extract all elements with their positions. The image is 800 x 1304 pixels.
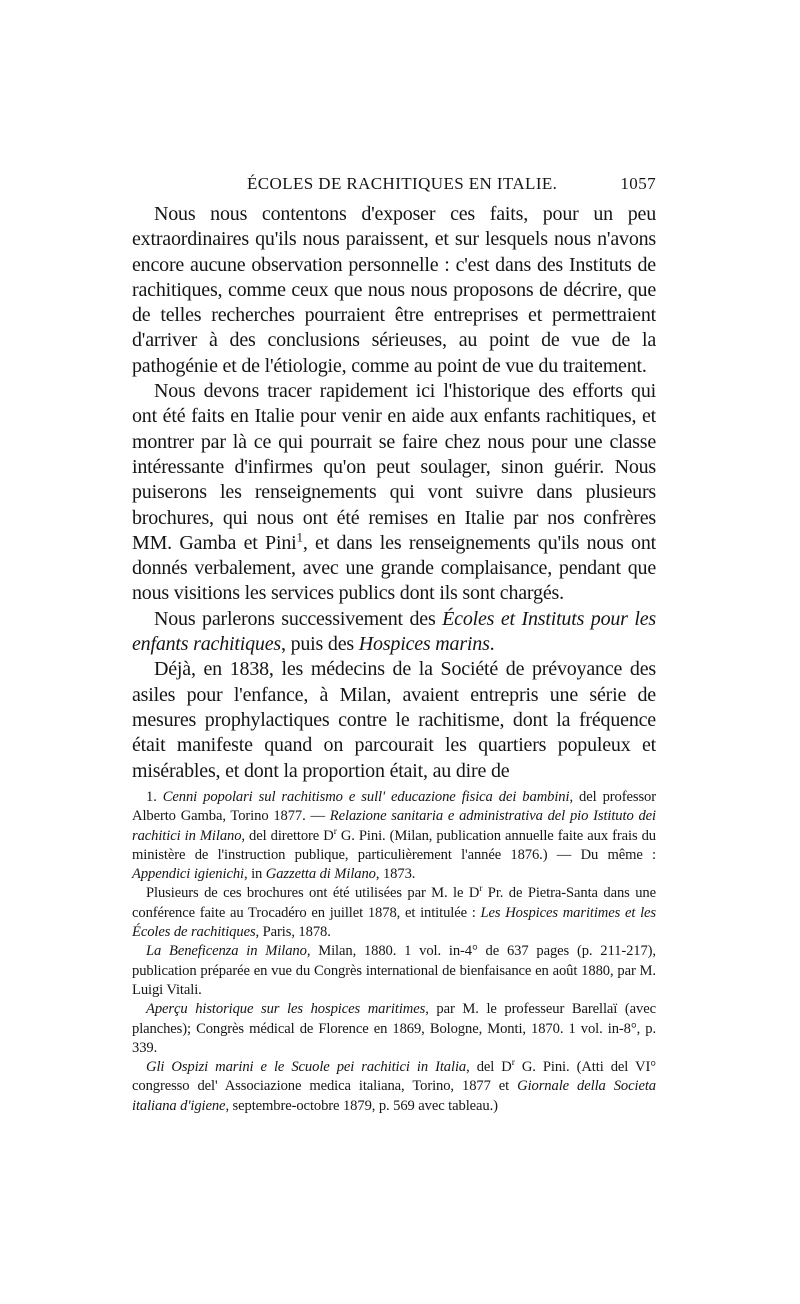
text-run: Déjà, en 1838, les médecins de la Société de prévoyance des asiles pour l'enfance, à Milan, avaient entrepris une série de mesures prophylactiques contre le rachitisme, dont la fréquence était manifeste quand on parcourait les quartiers populeux et misérables, et dont la proportion était, au dire de: [132, 658, 656, 782]
footnote: [132, 942, 656, 1000]
paragraph: [132, 657, 656, 783]
superscript: 1: [296, 529, 303, 545]
running-title: ÉCOLES DE RACHITIQUES EN ITALIE.: [247, 174, 558, 193]
paragraph: [132, 607, 656, 658]
text-run: , 1873.: [375, 866, 416, 883]
text-run: , Milan, 1880. 1 vol. in-4° de 637 pages (p. 211-217), publication préparée en vue du Congrès international de bienfaisance en août 1880, par M. Luigi Vitali.: [132, 943, 656, 998]
paragraph: [132, 202, 656, 379]
text-run: , in: [243, 866, 266, 883]
text-run: .: [489, 633, 495, 656]
italic-text: Cenni popolari sul rachitismo e sull' educazione fisica dei bambini: [162, 789, 570, 805]
text-run: Nous devons tracer rapidement ici l'historique des efforts qui ont été faits en Italie pour venir en aide aux enfants rachitiques, et montrer par là ce qui pourrait se faire chez nous pour une classe intéressante d'infirmes qu'on peut soulager, sinon guérir. Nous puiserons les renseignements qui vont suivre dans plusieurs brochures, qui nous ont été remises en Italie par nos confrères MM. Gamba et Pini: [132, 380, 656, 554]
italic-text: Écoles et Instituts pour les enfants rachitiques: [132, 607, 656, 656]
text-run: G. Pini. (Milan, publication annuelle faite aux frais du ministère de l'instruction publique, particulièrement l'année 1876.) — Du même :: [132, 827, 656, 863]
text-run: , septembre-octobre 1879, p. 569 avec tableau.): [225, 1097, 498, 1114]
italic-text: Gazzetta di Milano: [265, 866, 376, 883]
italic-text: Les Hospices maritimes et les Écoles de rachitiques: [132, 904, 656, 941]
footnote: [132, 788, 656, 884]
footnote: [132, 1000, 656, 1058]
text-run: Nous parlerons successivement des: [154, 607, 443, 630]
italic-text: Aperçu historique sur les hospices maritimes: [146, 1001, 426, 1018]
text-run: , del D: [466, 1059, 512, 1076]
page-number: 1057: [620, 174, 656, 193]
text-run: 1.: [146, 789, 163, 805]
text-run: Plusieurs de ces brochures ont été utilisées par M. le D: [146, 885, 480, 902]
text-run: , puis des: [280, 633, 359, 656]
italic-text: Appendici igienichi: [132, 866, 244, 883]
footnote: [132, 1058, 656, 1116]
text-run: Pr. de Pietra-Santa dans une conférence faite au Trocadéro en juillet 1878, et intitulée :: [132, 885, 656, 921]
italic-text: Relazione sanitaria e administrativa del pio Istituto dei rachitici in Milano: [132, 808, 656, 844]
superscript: r: [479, 884, 483, 895]
italic-text: Hospices marins: [358, 633, 490, 656]
footnotes: [132, 788, 656, 1116]
text-run: , del professor Alberto Gamba, Torino 1877. —: [132, 789, 656, 825]
superscript: r: [333, 826, 337, 837]
running-header: [132, 171, 656, 197]
text-run: G. Pini. (Atti del VI° congresso del' Associazione medica italiana, Torino, 1877 et: [132, 1059, 656, 1095]
superscript: r: [511, 1058, 515, 1069]
text-run: , Paris, 1878.: [255, 924, 331, 941]
text-run: , del direttore D: [241, 827, 334, 844]
italic-text: Giornale della Societa italiana d'igiene: [132, 1078, 656, 1114]
body-text: [132, 202, 656, 784]
italic-text: La Beneficenza in Milano: [146, 943, 307, 960]
paragraph: [132, 379, 656, 607]
text-run: , et dans les renseignements qu'ils nous ont donnés verbalement, avec une grande complaisance, pendant que nous visitions les services publics dont ils sont chargés.: [132, 531, 656, 605]
text-run: , par M. le professeur Barellaï (avec planches); Congrès médical de Florence en 1869, Bologne, Monti, 1870. 1 vol. in-8°, p. 339.: [132, 1001, 656, 1056]
text-run: Nous nous contentons d'exposer ces faits, pour un peu extraordinaires qu'ils nous paraissent, et sur lesquels nous n'avons encore aucune observation personnelle : c'est dans des Instituts de rachitiques, comme ceux que nous nous proposons de décrire, que de telles recherches pourraient être entreprises et permettraient d'arriver à des conclusions sérieuses, au point de vue de la pathogénie et de l'étiologie, comme au point de vue du traitement.: [132, 203, 656, 377]
italic-text: Gli Ospizi marini e le Scuole pei rachitici in Italia: [146, 1059, 467, 1076]
footnote: [132, 884, 656, 942]
